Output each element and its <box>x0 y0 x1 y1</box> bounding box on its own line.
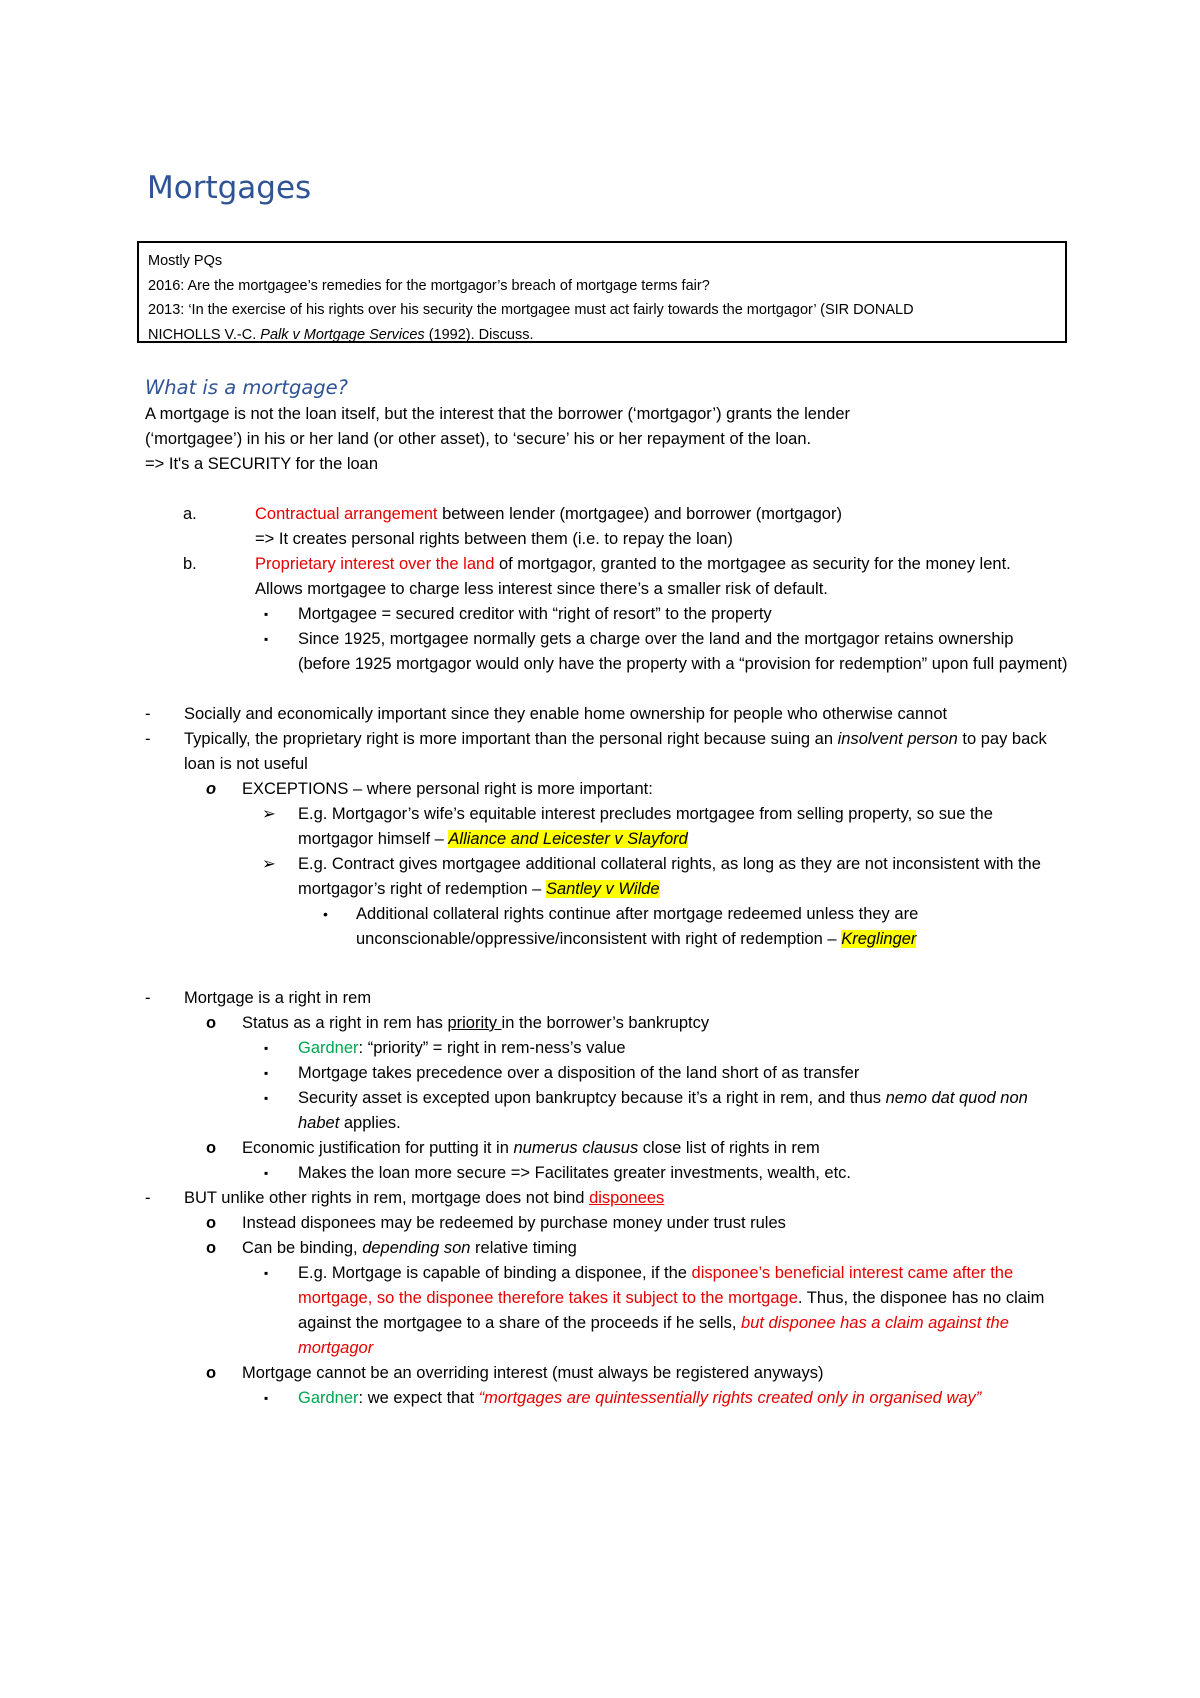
author-name: Gardner <box>298 1039 359 1057</box>
circle-bullet-icon: o <box>206 1364 217 1382</box>
dot-bullet-icon: • <box>323 906 328 922</box>
item-text: Mortgage cannot be an overriding interest (must always be registered anyways) <box>242 1364 824 1382</box>
circle-bullet-icon: o <box>206 1139 217 1157</box>
item-text: Can be binding, <box>242 1239 363 1257</box>
intro-line: (‘mortgagee’) in his or her land (or other asset), to ‘secure’ his or her repayment of the loan. <box>145 430 812 448</box>
circle-bullet-icon: o <box>206 1214 217 1232</box>
case-name: Alliance and Leicester v Slayford <box>448 830 688 848</box>
item-text: of mortgagor, granted to the mortgagee as security for the money lent. Allows mortgagee to charge less interest since there’s a smaller risk of default. <box>255 555 1011 598</box>
intro-paragraph <box>145 402 1065 477</box>
item-text: Economic justification for putting it in <box>242 1139 514 1157</box>
dash-bullet-icon: - <box>145 989 151 1007</box>
intro-line: => It's a SECURITY for the loan <box>145 455 379 473</box>
dash-item <box>0 986 1064 1011</box>
square-bullet-item <box>0 602 1068 627</box>
section-heading: What is a mortgage? <box>145 376 348 399</box>
square-bullet-icon: ▪ <box>264 607 269 621</box>
square-bullet-item <box>0 627 1068 677</box>
list-marker: a. <box>183 505 197 523</box>
circle-bullet-icon: o <box>206 780 217 798</box>
italic-term: insolvent person <box>837 730 958 748</box>
item-text: : we expect that <box>358 1389 479 1407</box>
item-text: : “priority” = right in rem-ness’s value <box>358 1039 626 1057</box>
square-bullet-item <box>0 1261 1068 1361</box>
item-text: to pay back loan is not useful <box>184 730 1047 773</box>
arrow-bullet-icon: ➢ <box>262 805 276 823</box>
spacer <box>0 677 1200 702</box>
list-item-b <box>0 552 1055 602</box>
square-bullet-item <box>0 1161 1068 1186</box>
case-name: Kreglinger <box>841 930 917 948</box>
dash-bullet-icon: - <box>145 705 151 723</box>
square-bullet-item <box>0 1036 1068 1061</box>
quote: “mortgages are quintessentially rights created only in organised way” <box>478 1389 982 1407</box>
dash-item <box>0 1186 1064 1211</box>
italic-term: numerus clausus <box>513 1139 639 1157</box>
arrow-bullet-item <box>0 852 1068 902</box>
item-text: Status as a right in rem has <box>242 1014 448 1032</box>
key-term: but disponee has a claim against the mortgagor <box>298 1314 1009 1357</box>
item-text: . Thus, the disponee has no claim against the mortgagee to a share of the proceeds if he sells, <box>298 1289 1045 1332</box>
item-text: Makes the loan more secure => Facilitates greater investments, wealth, etc. <box>298 1164 852 1182</box>
box-text: (1992). Discuss. <box>424 326 534 343</box>
item-text: Mortgage takes precedence over a disposition of the land short of as transfer <box>298 1064 860 1082</box>
dash-item <box>0 727 1064 777</box>
item-text: relative timing <box>470 1239 577 1257</box>
item-text: E.g. Contract gives mortgagee additional collateral rights, as long as they are not inconsistent with the mortgagor’s right of redemption – <box>298 855 1041 898</box>
box-line <box>148 323 1055 348</box>
item-text: close list of rights in rem <box>638 1139 820 1157</box>
case-name: Palk v Mortgage Services <box>260 326 425 343</box>
square-bullet-item <box>0 1061 1068 1086</box>
key-term: disponees <box>589 1189 665 1207</box>
square-bullet-icon: ▪ <box>264 632 269 646</box>
item-text: Additional collateral rights continue after mortgage redeemed unless they are unconscionable/oppressive/inconsistent with right of redemption – <box>356 905 919 948</box>
box-line: 2013: ‘In the exercise of his rights over his security the mortgagee must act fairly towards the mortgagor’ (SIR DONALD <box>148 302 914 318</box>
dash-item <box>0 702 1064 727</box>
square-bullet-icon: ▪ <box>264 1091 269 1105</box>
o-bullet-item <box>0 1211 1062 1236</box>
item-text: Security asset is excepted upon bankruptcy because it’s a right in rem, and thus <box>298 1089 886 1107</box>
italic-term: nemo dat quod non habet <box>298 1089 1028 1132</box>
spacer <box>0 477 1200 502</box>
main-content <box>0 374 1200 1411</box>
o-bullet-item <box>0 777 1062 802</box>
item-text: E.g. Mortgage is capable of binding a disponee, if the <box>298 1264 692 1282</box>
italic-term: depending son <box>362 1239 471 1257</box>
key-term: Proprietary interest over the land <box>255 555 495 573</box>
dot-bullet-item <box>0 902 1076 952</box>
author-name: Gardner <box>298 1389 359 1407</box>
underlined-term: priority <box>447 1014 502 1032</box>
arrow-bullet-item <box>0 802 1068 852</box>
item-text: in the borrower’s bankruptcy <box>501 1014 710 1032</box>
page-title: Mortgages <box>147 170 312 206</box>
item-text: BUT unlike other rights in rem, mortgage does not bind <box>184 1189 590 1207</box>
arrow-bullet-icon: ➢ <box>262 855 276 873</box>
item-text: Mortgagee = secured creditor with “right of resort” to the property <box>298 605 772 623</box>
item-text: Instead disponees may be redeemed by purchase money under trust rules <box>242 1214 786 1232</box>
square-bullet-icon: ▪ <box>264 1066 269 1080</box>
square-bullet-item <box>0 1086 1068 1136</box>
spacer <box>0 977 1200 986</box>
square-bullet-icon: ▪ <box>264 1041 269 1055</box>
question-box <box>137 241 1067 343</box>
box-text: NICHOLLS V.-C. <box>148 326 261 343</box>
item-text: Mortgage is a right in rem <box>184 989 372 1007</box>
item-text: Since 1925, mortgagee normally gets a charge over the land and the mortgagor retains ownership (before 1925 mortgagor would only have the property with a “provision for redemption” upon full payment) <box>298 630 1068 673</box>
square-bullet-item <box>0 1386 1068 1411</box>
square-bullet-icon: ▪ <box>264 1391 269 1405</box>
square-bullet-icon: ▪ <box>264 1266 269 1280</box>
item-text: E.g. Mortgagor’s wife’s equitable interest precludes mortgagee from selling property, so sue the mortgagor himself – <box>298 805 993 848</box>
item-text: Typically, the proprietary right is more important than the personal right because suing an <box>184 730 838 748</box>
list-item-a-continuation: => It creates personal rights between them (i.e. to repay the loan) <box>255 530 733 548</box>
key-term: Contractual arrangement <box>255 505 438 523</box>
case-name: Santley v Wilde <box>545 880 660 898</box>
list-item-a <box>0 502 1055 527</box>
square-bullet-icon: ▪ <box>264 1166 269 1180</box>
box-line: 2016: Are the mortgagee’s remedies for the mortgagor’s breach of mortgage terms fair? <box>148 277 710 294</box>
item-text: Socially and economically important since they enable home ownership for people who otherwise cannot <box>184 705 948 723</box>
key-term: disponee’s beneficial interest came after the mortgage, so the disponee therefore takes it subject to the mortgage <box>298 1264 1014 1307</box>
spacer <box>0 952 1200 977</box>
item-text: applies. <box>339 1114 401 1132</box>
dash-bullet-icon: - <box>145 730 151 748</box>
o-bullet-item <box>0 1236 1062 1261</box>
list-marker: b. <box>183 555 197 573</box>
o-bullet-item <box>0 1361 1062 1386</box>
circle-bullet-icon: o <box>206 1014 217 1032</box>
intro-line: A mortgage is not the loan itself, but the interest that the borrower (‘mortgagor’) grants the lender <box>145 405 850 423</box>
dash-bullet-icon: - <box>145 1189 151 1207</box>
o-bullet-item <box>0 1011 1062 1036</box>
item-text: between lender (mortgagee) and borrower (mortgagor) <box>437 505 842 523</box>
box-line: Mostly PQs <box>148 253 223 269</box>
circle-bullet-icon: o <box>206 1239 217 1257</box>
item-text: EXCEPTIONS – where personal right is more important: <box>242 780 653 798</box>
o-bullet-item <box>0 1136 1062 1161</box>
